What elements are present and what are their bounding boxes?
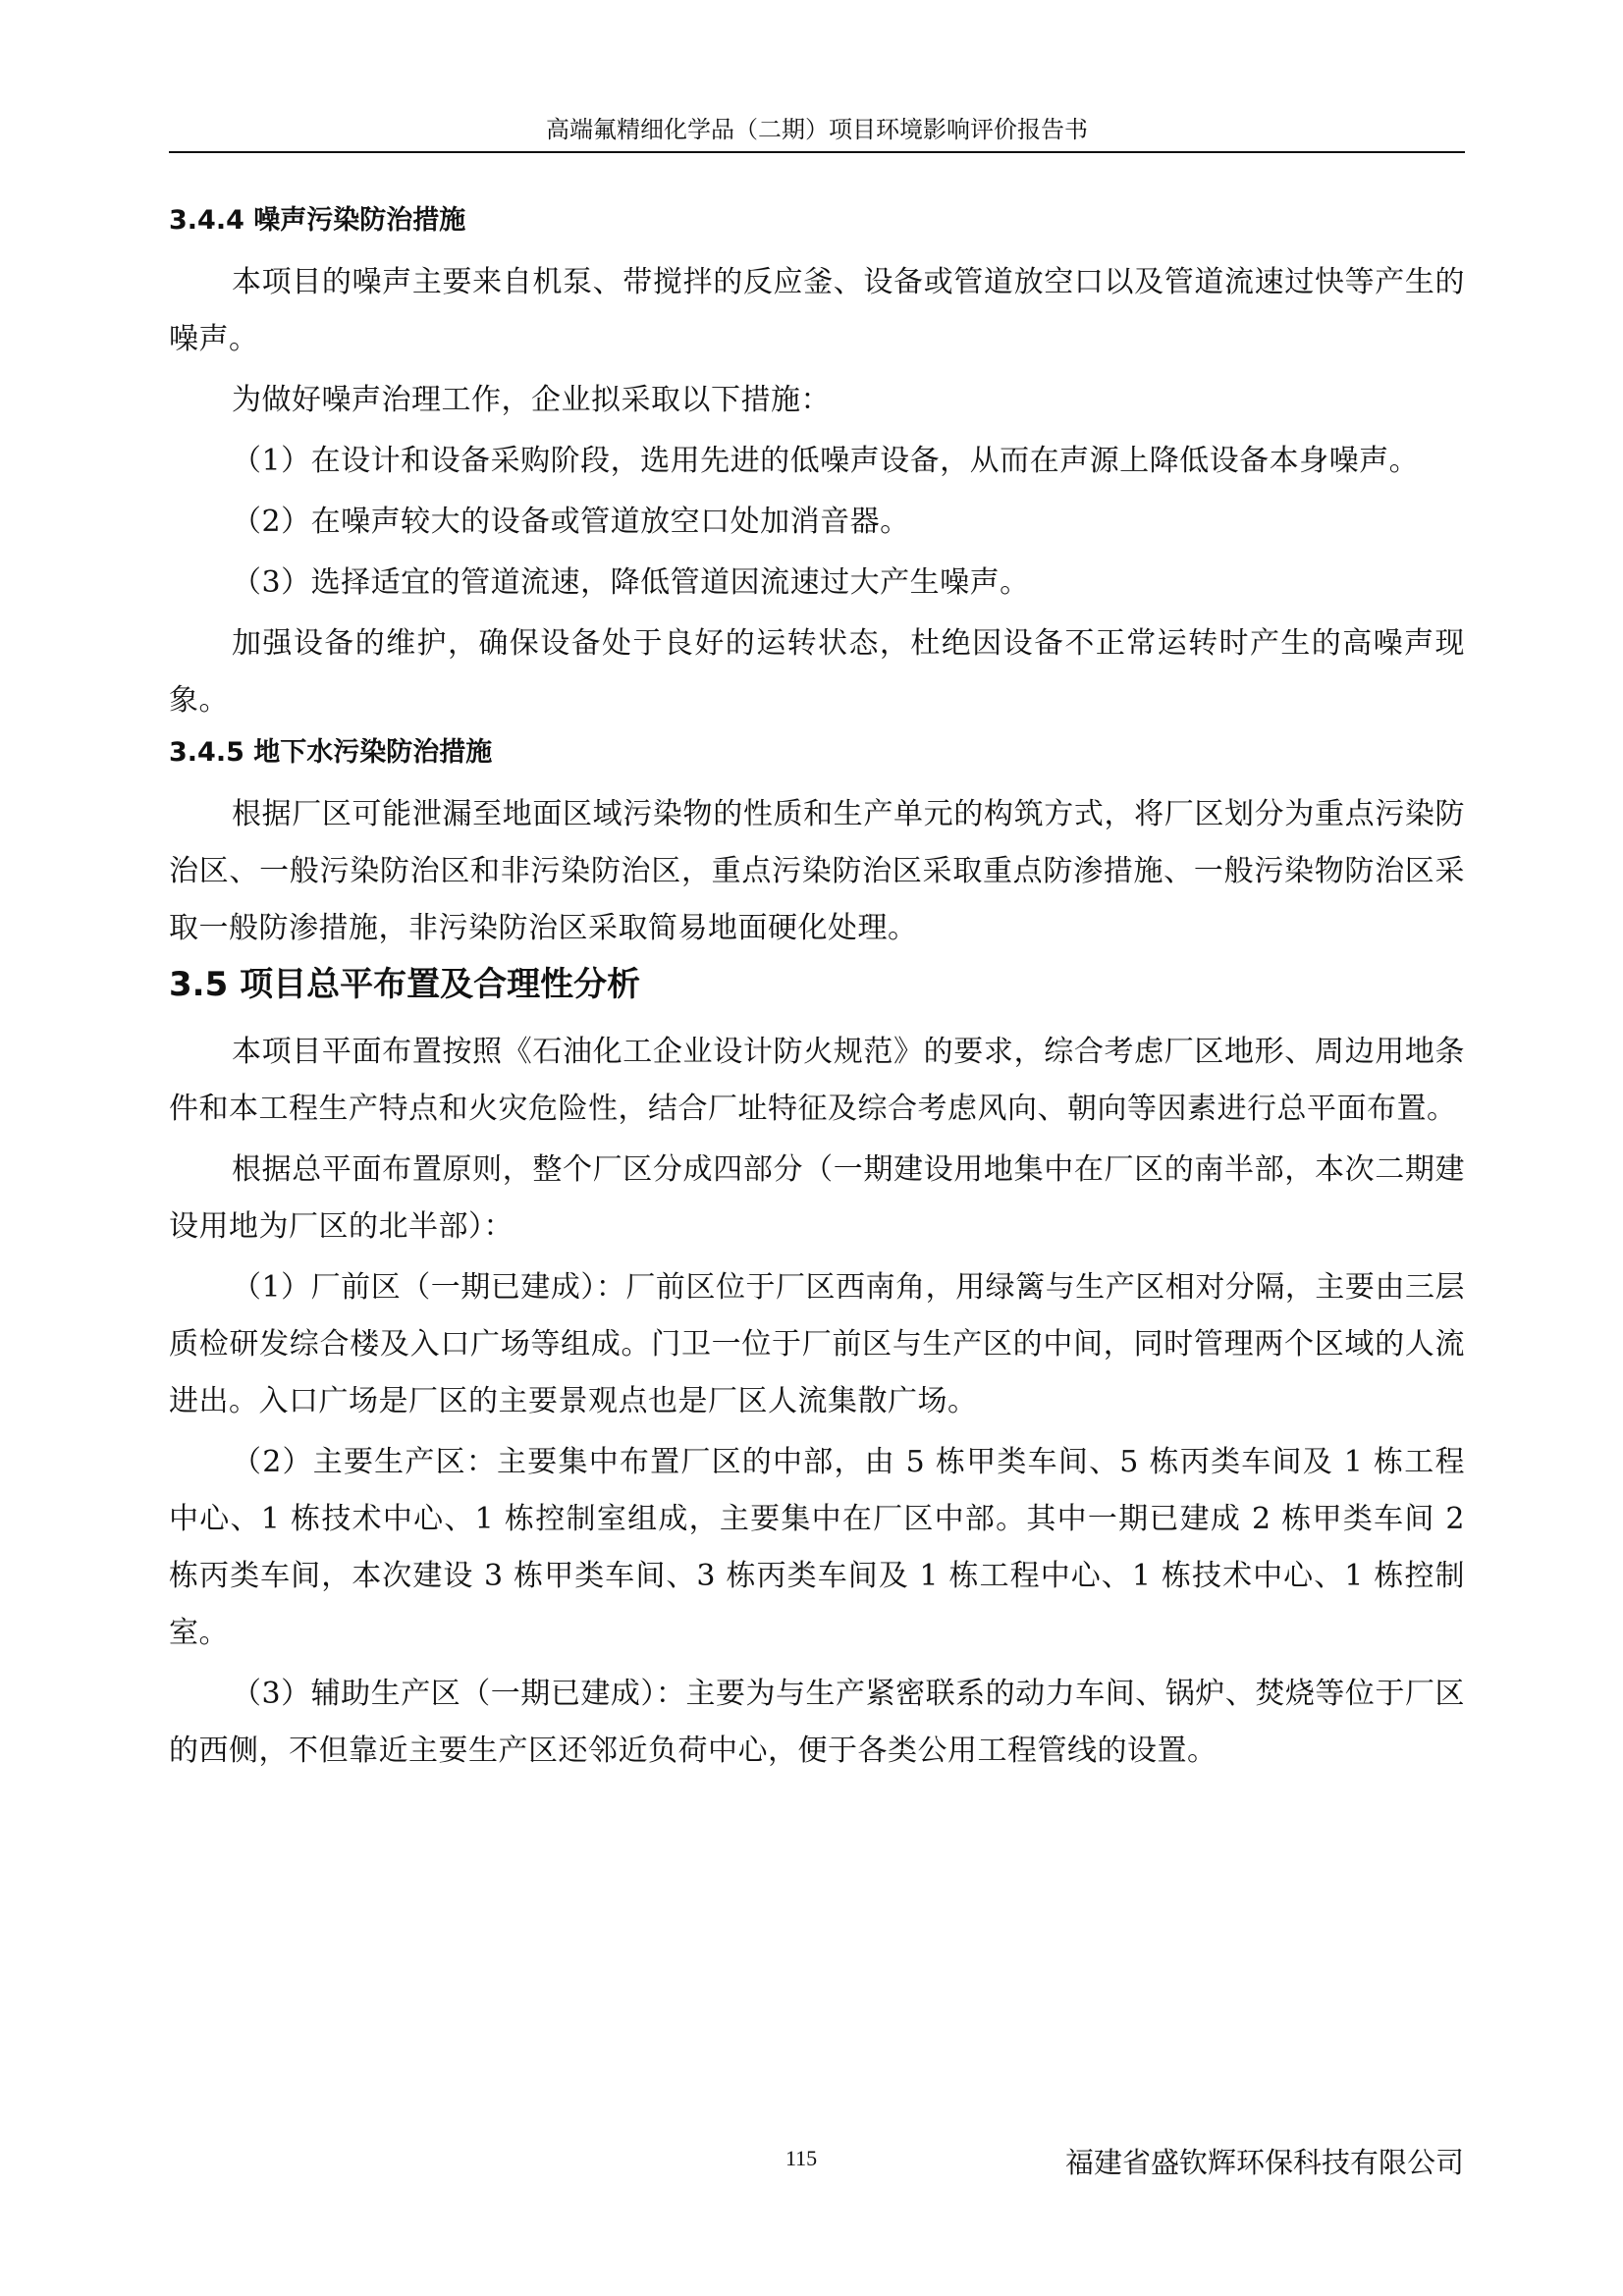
section-heading-3-4-4: 3.4.4 噪声污染防治措施 xyxy=(169,205,466,236)
paragraph: （3）选择适宜的管道流速，降低管道因流速过大产生噪声。 xyxy=(232,565,1030,600)
section-heading-3-5: 3.5 项目总平布置及合理性分析 xyxy=(169,965,641,1004)
paragraph: （3）辅助生产区（一期已建成）：主要为与生产紧密联系的动力车间、锅炉、焚烧等位于厂区的西侧，不但靠近主要生产区还邻近负荷中心，便于各类公用工程管线的设置。 xyxy=(169,1677,1465,1768)
paragraph: （1）在设计和设备采购阶段，选用先进的低噪声设备，从而在声源上降低设备本身噪声。 xyxy=(232,444,1420,478)
document-header-title: 高端氟精细化学品（二期）项目环境影响评价报告书 xyxy=(546,116,1088,143)
paragraph: 为做好噪声治理工作，企业拟采取以下措施： xyxy=(232,383,831,417)
paragraph: 本项目的噪声主要来自机泵、带搅拌的反应釜、设备或管道放空口以及管道流速过快等产生的噪声。 xyxy=(169,265,1465,356)
paragraph: 根据厂区可能泄漏至地面区域污染物的性质和生产单元的构筑方式，将厂区划分为重点污染防治区、一般污染防治区和非污染防治区，重点污染防治区采取重点防渗措施、一般污染物防治区采取一般防渗措施，非污染防治区采取简易地面硬化处理。 xyxy=(169,797,1465,945)
header-divider xyxy=(169,151,1465,153)
paragraph: 加强设备的维护，确保设备处于良好的运转状态，杜绝因设备不正常运转时产生的高噪声现象。 xyxy=(169,626,1465,718)
page-content xyxy=(169,201,1465,1784)
paragraph: （2）主要生产区：主要集中布置厂区的中部，由 5 栋甲类车间、5 栋丙类车间及 1 栋工程中心、1 栋技术中心、1 栋控制室组成，主要集中在厂区中部。其中一期已建成 2 栋甲类车间 2 栋丙类车间，本次建设 3 栋甲类车间、3 栋丙类车间及 1 栋工程中心、1 栋技术中心、1 栋控制室。 xyxy=(169,1445,1465,1650)
paragraph: （1）厂前区（一期已建成）：厂前区位于厂区西南角，用绿篱与生产区相对分隔，主要由三层质检研发综合楼及入口广场等组成。门卫一位于厂前区与生产区的中间，同时管理两个区域的人流进出。入口广场是厂区的主要景观点也是厂区人流集散广场。 xyxy=(169,1270,1465,1418)
paragraph: 本项目平面布置按照《石油化工企业设计防火规范》的要求，综合考虑厂区地形、周边用地条件和本工程生产特点和火灾危险性，结合厂址特征及综合考虑风向、朝向等因素进行总平面布置。 xyxy=(169,1035,1465,1126)
paragraph: （2）在噪声较大的设备或管道放空口处加消音器。 xyxy=(232,505,910,539)
paragraph: 根据总平面布置原则，整个厂区分成四部分（一期建设用地集中在厂区的南半部，本次二期建设用地为厂区的北半部）： xyxy=(169,1152,1465,1244)
page-number: 115 xyxy=(785,2146,818,2170)
footer-company-name: 福建省盛钦辉环保科技有限公司 xyxy=(1064,2146,1464,2179)
section-heading-3-4-5: 3.4.5 地下水污染防治措施 xyxy=(169,737,493,768)
